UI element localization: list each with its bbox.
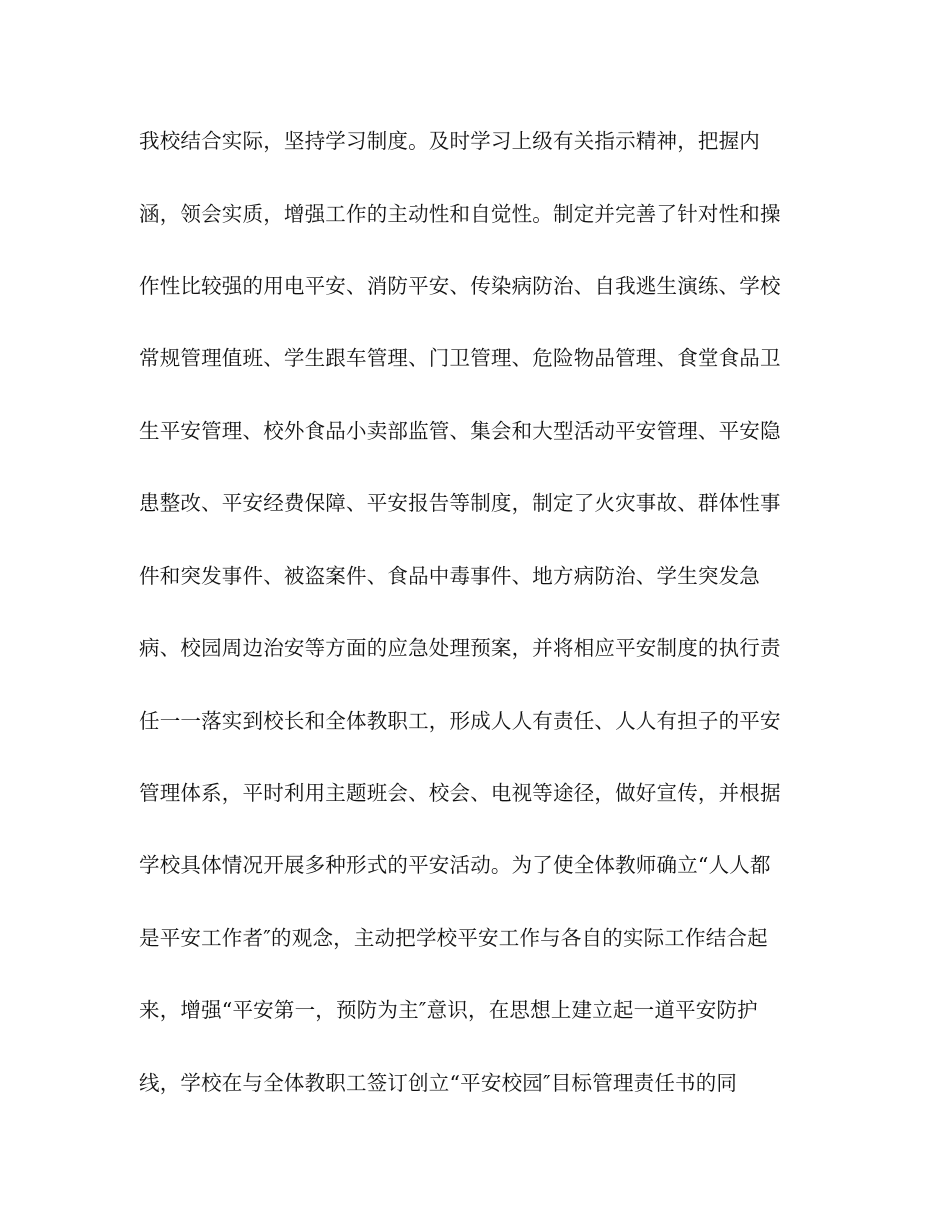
- text-line: 常规管理值班、学生跟车管理、门卫管理、危险物品管理、食堂食品卫: [139, 346, 781, 370]
- text-line: 任一一落实到校长和全体教职工，形成人人有责任、人人有担子的平安: [139, 709, 781, 733]
- text-line: 件和突发事件、被盗案件、食品中毒事件、地方病防治、学生突发急: [139, 564, 760, 588]
- text-line: 我校结合实际，坚持学习制度。及时学习上级有关指示精神，把握内: [139, 129, 760, 153]
- text-line: 是平安工作者″的观念，主动把学校平安工作与各自的实际工作结合起: [139, 926, 768, 950]
- text-line: 线，学校在与全体教职工签订创立“平安校园″目标管理责任书的同: [139, 1071, 738, 1095]
- text-line: 涵，领会实质，增强工作的主动性和自觉性。制定并完善了针对性和操: [139, 202, 781, 226]
- text-line: 管理体系，平时利用主题班会、校会、电视等途径，做好宣传，并根据: [139, 781, 781, 805]
- text-line: 来，增强“平安第一，预防为主″意识，在思想上建立起一道平安防护: [139, 998, 758, 1022]
- text-line: 患整改、平安经费保障、平安报告等制度，制定了火灾事故、群体性事: [139, 491, 781, 515]
- text-line: 作性比较强的用电平安、消防平安、传染病防治、自我逃生演练、学校: [139, 274, 781, 298]
- text-line: 学校具体情况开展多种形式的平安活动。为了使全体教师确立“人人都: [139, 853, 771, 877]
- text-line: 生平安管理、校外食品小卖部监管、集会和大型活动平安管理、平安隐: [139, 419, 781, 443]
- text-line: 病、校园周边治安等方面的应急处理预案，并将相应平安制度的执行责: [139, 636, 781, 660]
